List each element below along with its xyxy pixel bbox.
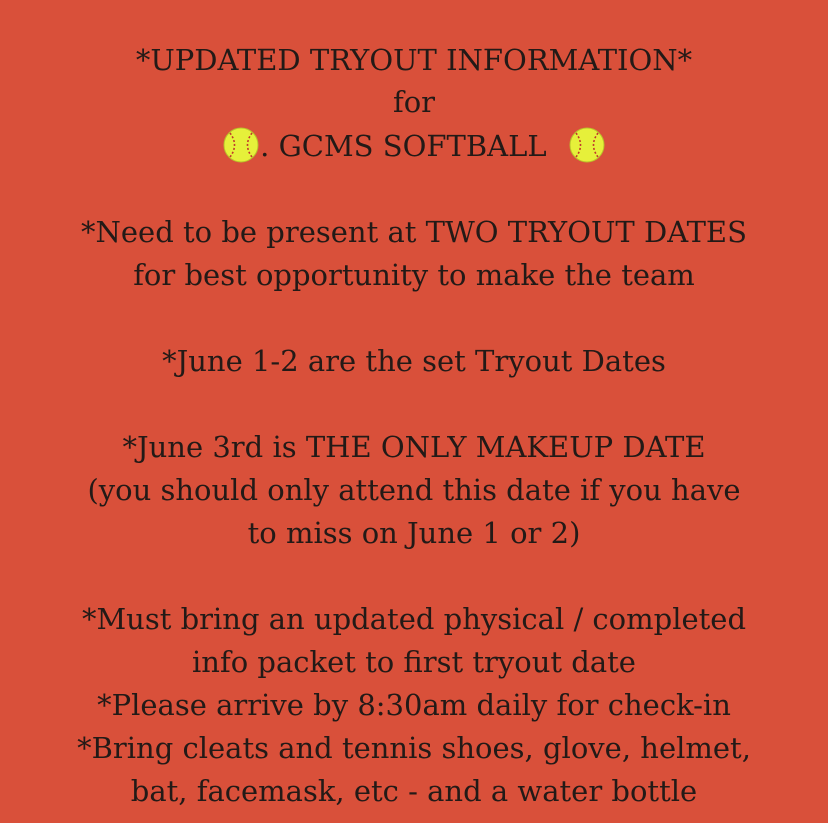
notice-line: *Must bring an updated physical / completed bbox=[81, 602, 747, 636]
notice-line: info packet to first tryout date bbox=[192, 645, 636, 679]
notice-line: *June 1-2 are the set Tryout Dates bbox=[162, 344, 666, 378]
notice-line: for best opportunity to make the team bbox=[133, 258, 695, 292]
notice-title: *UPDATED TRYOUT INFORMATION* bbox=[135, 43, 693, 77]
softball-icon bbox=[568, 126, 606, 164]
notice-line: (you should only attend this date if you have bbox=[87, 473, 741, 507]
notice-line: *Bring cleats and tennis shoes, glove, helmet, bbox=[77, 731, 751, 765]
team-line bbox=[0, 128, 828, 164]
notice-line: bat, facemask, etc - and a water bottle bbox=[130, 774, 698, 808]
team-prefix: . bbox=[260, 129, 270, 163]
for-line: for bbox=[392, 85, 436, 119]
notice-line: *June 3rd is THE ONLY MAKEUP DATE bbox=[122, 430, 706, 464]
notice-line: to miss on June 1 or 2) bbox=[247, 516, 581, 550]
notice-line: *Need to be present at TWO TRYOUT DATES bbox=[81, 215, 747, 249]
softball-icon bbox=[222, 126, 260, 164]
notice-line: *Please arrive by 8:30am daily for check-in bbox=[97, 688, 731, 722]
team-name: GCMS SOFTBALL bbox=[278, 129, 547, 163]
